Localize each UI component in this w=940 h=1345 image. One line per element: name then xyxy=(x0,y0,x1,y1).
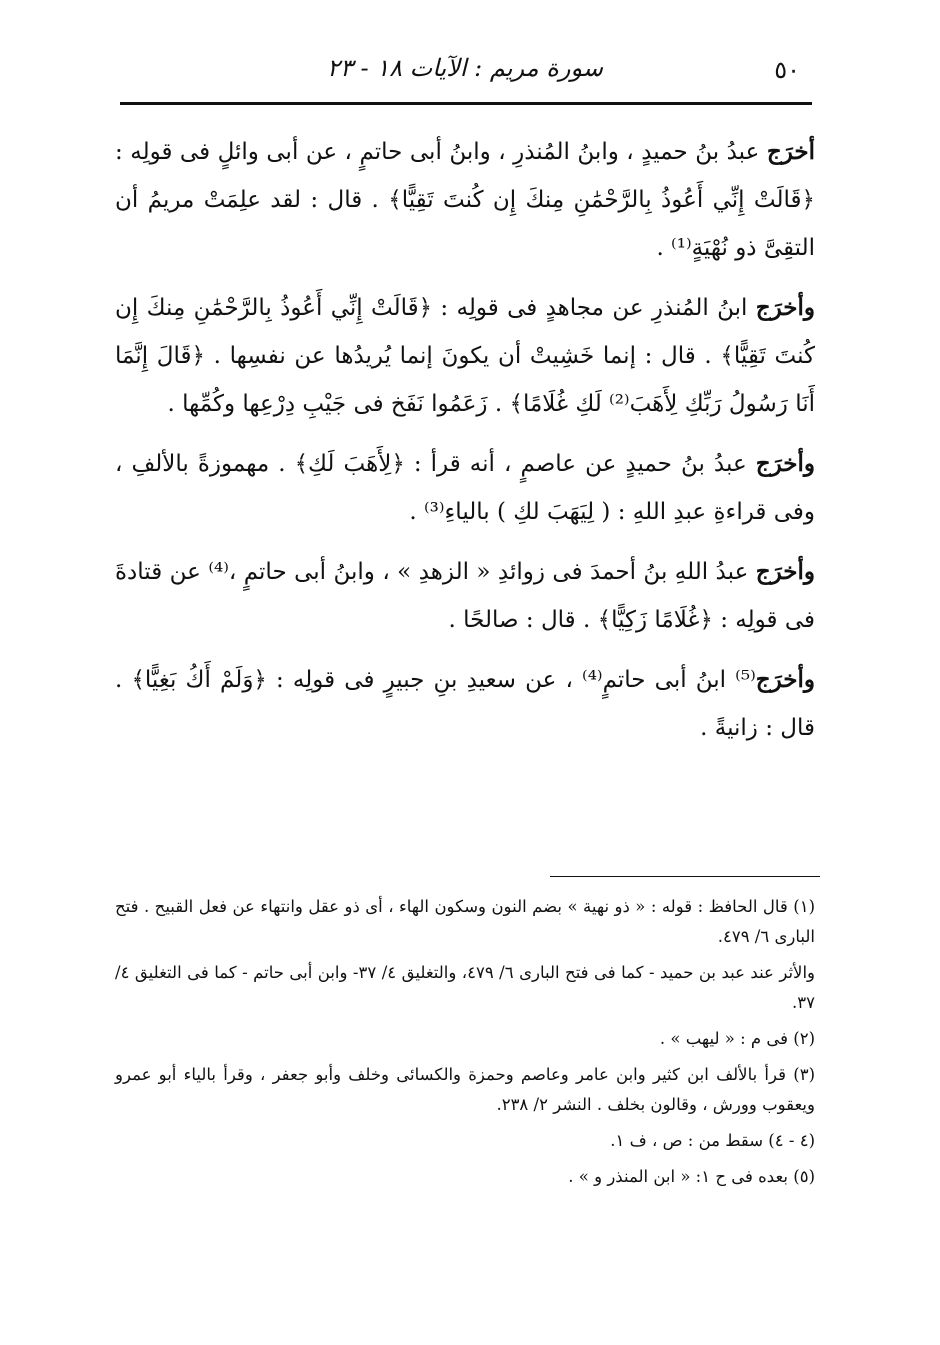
footnotes xyxy=(115,892,815,1198)
paragraph-text: ابنُ المُنذرِ عن مجاهدٍ فى قولِه : ﴿قَالَتْ إِنِّي أَعُوذُ بِالرَّحْمَٰنِ مِنكَ إِن كُنتَ تَقِيًّا﴾ . قال : إنما خَشِيتْ أن يكونَ إنما يُريدُها عن نفسِها . ﴿قَالَ إِنَّمَا أَنَا رَسُولُ رَبِّكِ لِأَهَبَ⁽²⁾ لَكِ غُلَامًا﴾ . زَعَمُوا نَفَخ فى جَيْبِ دِرْعِها وكُمِّها . xyxy=(115,295,815,417)
paragraph-text: عبدُ بنُ حميدٍ ، وابنُ المُنذرِ ، وابنُ أبى حاتمٍ ، عن أبى وائلٍ فى قولِه : ﴿قَالَتْ إِنِّي أَعُوذُ بِالرَّحْمَٰنِ مِنكَ إِن كُنتَ تَقِيًّا﴾ . قال : لقد علِمَتْ مريمُ أن التقِىَّ ذو نُهْيَةٍ⁽¹⁾ . xyxy=(115,139,815,261)
running-title: سورة مريم : الآيات ١٨ - ٢٣ xyxy=(327,54,603,82)
paragraph-4 xyxy=(115,548,815,644)
footnote-1-continued: والأثر عند عبد بن حميد - كما فى فتح البارى ٦/ ٤٧٩، والتغليق ٤/ ٣٧- وابن أبى حاتم - كما فى التغليق ٤/ ٣٧. xyxy=(115,963,816,1012)
paragraph-lead: وأخرَج xyxy=(755,294,815,321)
paragraph-1 xyxy=(115,128,815,272)
paragraph-lead: وأخرَج xyxy=(755,558,815,585)
page-header xyxy=(120,52,810,92)
paragraph-text: عبدُ بنُ حميدٍ عن عاصمٍ ، أنه قرأ : ﴿لِأَهَبَ لَكِ﴾ . مهموزةً بالألفِ ، وفى قراءةِ عبدِ اللهِ : ( لِيَهَبَ لكِ ) بالياءِ⁽³⁾ . xyxy=(115,451,815,525)
footnote-rule xyxy=(550,876,820,877)
paragraph-2 xyxy=(115,284,815,428)
footnote-5: (٥) بعده فى ح ١: « ابن المنذر و » . xyxy=(568,1167,815,1186)
paragraph-5 xyxy=(115,656,815,752)
paragraph-lead: وأخرَج xyxy=(755,666,815,693)
paragraph-text: عبدُ اللهِ بنُ أحمدَ فى زوائدِ « الزهدِ » ، وابنُ أبى حاتمٍ ،⁽⁴⁾ عن قتادةَ فى قولِه : ﴿غُلَامًا زَكِيًّا﴾ . قال : صالحًا . xyxy=(115,559,815,633)
main-text xyxy=(115,128,815,764)
footnote-3: (٣) قرأ بالألف ابن كثير وابن عامر وعاصم وحمزة والكسائى وخلف وأبو جعفر ، وقرأ بالياء أبو عمرو ويعقوب وورش ، وقالون بخلف . النشر ٢/ ٢٣٨. xyxy=(115,1065,815,1114)
header-rule xyxy=(120,102,812,105)
paragraph-3 xyxy=(115,440,815,536)
paragraph-lead: وأخرَج xyxy=(755,450,815,477)
page-number: ٥٠ xyxy=(774,56,800,84)
footnote-2: (٢) فى م : « ليهب » . xyxy=(659,1029,815,1048)
footnote-4: (٤ - ٤) سقط من : ص ، ف ١. xyxy=(610,1131,815,1150)
footnote-1: (١) قال الحافظ : قوله : « ذو نهية » بضم النون وسكون الهاء ، أى ذو عقل وانتهاء عن فعل القبيح . فتح البارى ٦/ ٤٧٩. xyxy=(115,897,815,946)
paragraph-lead: أخرَج xyxy=(766,138,815,165)
paragraph-text: ⁽⁵⁾ ابنُ أبى حاتمٍ⁽⁴⁾ ، عن سعيدِ بنِ جبيرٍ فى قولِه : ﴿وَلَمْ أَكُ بَغِيًّا﴾ . قال : زانيةً . xyxy=(115,667,815,741)
